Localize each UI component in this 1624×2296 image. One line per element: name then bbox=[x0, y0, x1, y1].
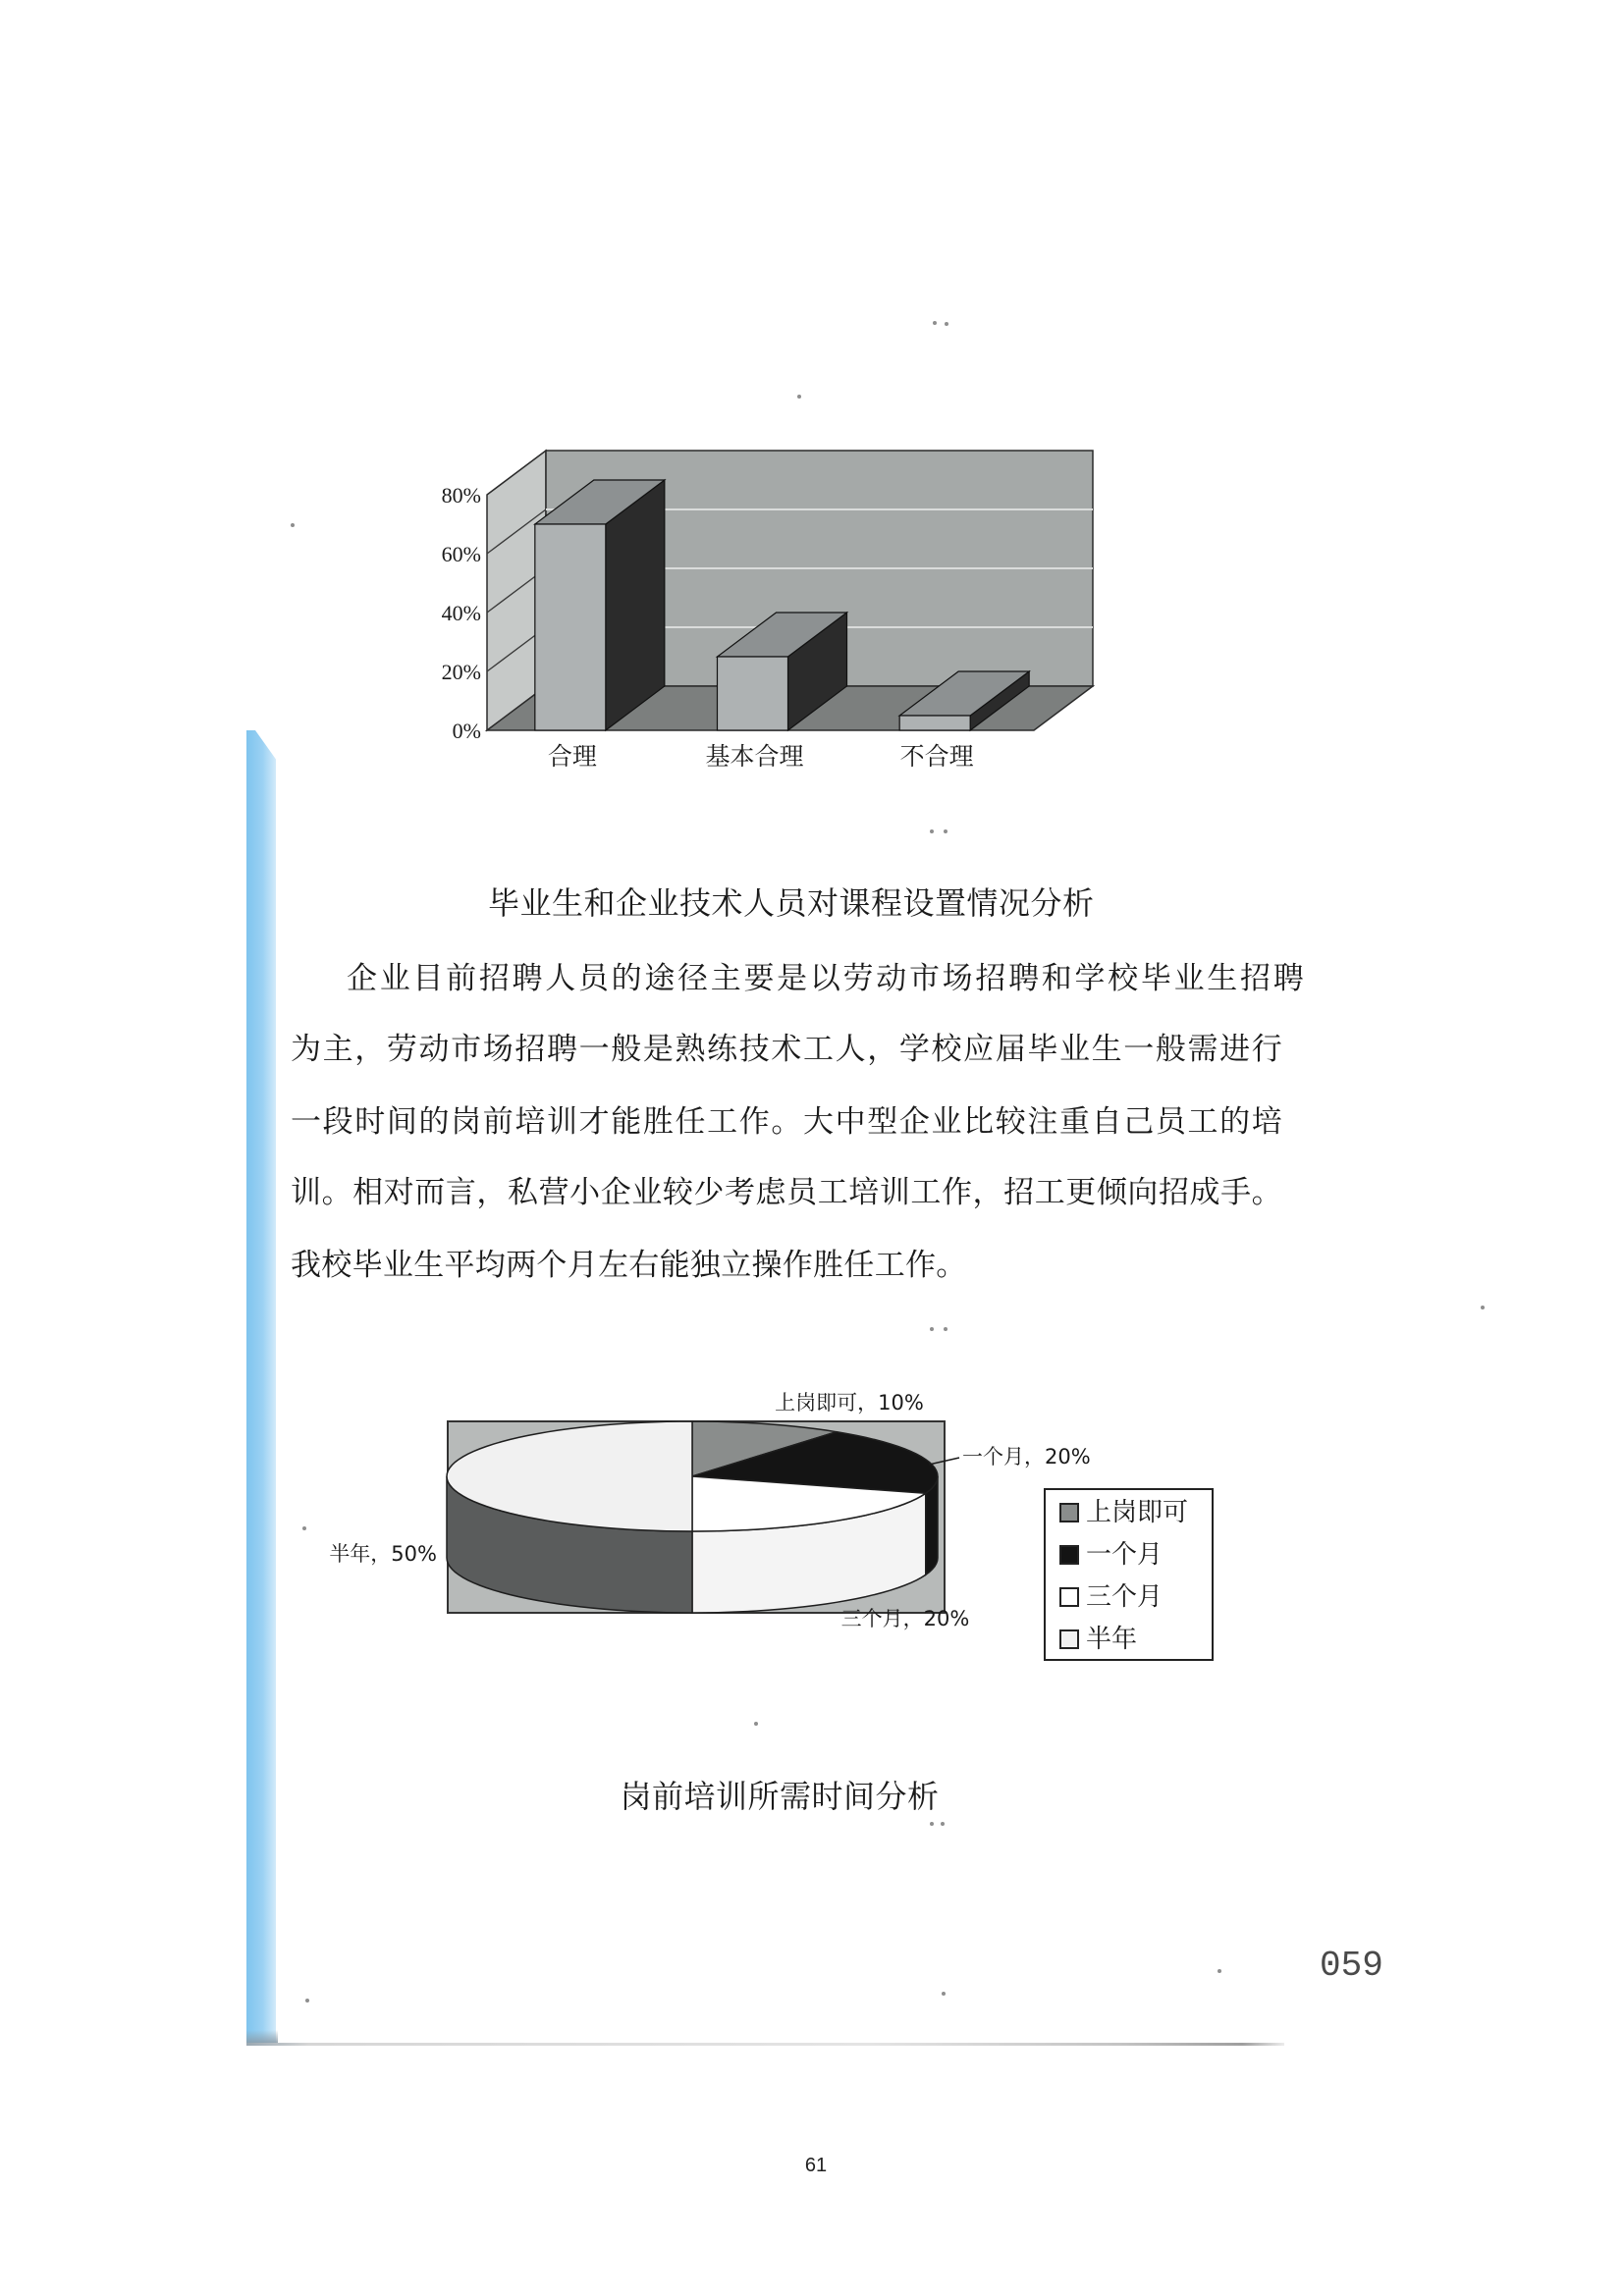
legend-label: 一个月 bbox=[1086, 1539, 1164, 1570]
scan-speck bbox=[941, 1822, 945, 1826]
x-category-label: 合理 bbox=[547, 742, 597, 771]
y-tick-label: 60% bbox=[441, 542, 481, 566]
legend-swatch bbox=[1059, 1503, 1079, 1522]
bar-front-face bbox=[535, 524, 606, 730]
paragraph-line: 为主，劳动市场招聘一般是熟练技术工人，学校应届毕业生一般需进行 bbox=[291, 1032, 1282, 1067]
pie-slice-4 bbox=[447, 1421, 692, 1613]
pie-data-label: 上岗即可，10% bbox=[775, 1391, 924, 1415]
scan-speck bbox=[291, 523, 295, 527]
bar-chart-3d bbox=[422, 422, 1129, 785]
scanned-page-number: 059 bbox=[1320, 1946, 1383, 1986]
bar-front-face bbox=[899, 716, 970, 730]
scan-speck bbox=[930, 1327, 934, 1331]
scan-speck bbox=[944, 1327, 947, 1331]
paragraph-line: 我校毕业生平均两个月左右能独立操作胜任工作。 bbox=[291, 1248, 967, 1283]
x-category-label: 不合理 bbox=[899, 742, 974, 771]
pie-chart-caption: 岗前培训所需时间分析 bbox=[620, 1778, 940, 1815]
scan-speck bbox=[930, 1822, 934, 1826]
pie-chart-3d bbox=[324, 1379, 1110, 1644]
y-tick-label: 80% bbox=[441, 483, 481, 507]
scan-blue-edge-strip bbox=[246, 730, 276, 2045]
pie-data-label: 一个月，20% bbox=[962, 1445, 1091, 1468]
legend-item bbox=[1046, 1533, 1212, 1575]
scan-speck bbox=[944, 829, 947, 833]
scan-speck bbox=[1481, 1306, 1485, 1309]
pie-data-label: 半年，50% bbox=[329, 1542, 437, 1566]
legend-label: 半年 bbox=[1086, 1624, 1138, 1654]
y-tick-label: 0% bbox=[452, 719, 481, 743]
legend-item bbox=[1046, 1491, 1212, 1533]
bar-1 bbox=[535, 480, 665, 730]
legend-swatch bbox=[1059, 1587, 1079, 1607]
y-tick-label: 40% bbox=[441, 601, 481, 625]
legend-item bbox=[1046, 1575, 1212, 1618]
legend-swatch bbox=[1059, 1545, 1079, 1565]
scan-speck bbox=[933, 321, 937, 325]
y-tick-label: 20% bbox=[441, 660, 481, 684]
scan-speck bbox=[754, 1722, 758, 1726]
page-number: 61 bbox=[804, 2155, 828, 2176]
scan-speck bbox=[302, 1526, 306, 1530]
chart-legend bbox=[1044, 1488, 1214, 1661]
scan-bottom-edge bbox=[246, 2043, 1284, 2046]
paragraph-line: 企业目前招聘人员的途径主要是以劳动市场招聘和学校毕业生招聘 bbox=[347, 961, 1304, 996]
paragraph-line: 训。相对而言，私营小企业较少考虑员工培训工作，招工更倾向招成手。 bbox=[291, 1175, 1282, 1210]
scan-speck bbox=[1218, 1969, 1221, 1973]
pie-data-label: 三个月，20% bbox=[840, 1607, 970, 1630]
legend-label: 上岗即可 bbox=[1086, 1497, 1189, 1527]
x-category-label: 基本合理 bbox=[705, 742, 804, 771]
scan-speck bbox=[305, 1999, 309, 2002]
bar-chart-caption: 毕业生和企业技术人员对课程设置情况分析 bbox=[488, 884, 1095, 922]
scan-speck bbox=[797, 395, 801, 399]
paragraph-line: 一段时间的岗前培训才能胜任工作。大中型企业比较注重自己员工的培 bbox=[291, 1104, 1282, 1140]
legend-item bbox=[1046, 1618, 1212, 1660]
legend-label: 三个月 bbox=[1086, 1581, 1164, 1612]
legend-swatch bbox=[1059, 1629, 1079, 1649]
scan-speck bbox=[945, 322, 948, 326]
bar-front-face bbox=[718, 657, 788, 730]
scan-speck bbox=[942, 1992, 946, 1996]
scan-speck bbox=[930, 829, 934, 833]
